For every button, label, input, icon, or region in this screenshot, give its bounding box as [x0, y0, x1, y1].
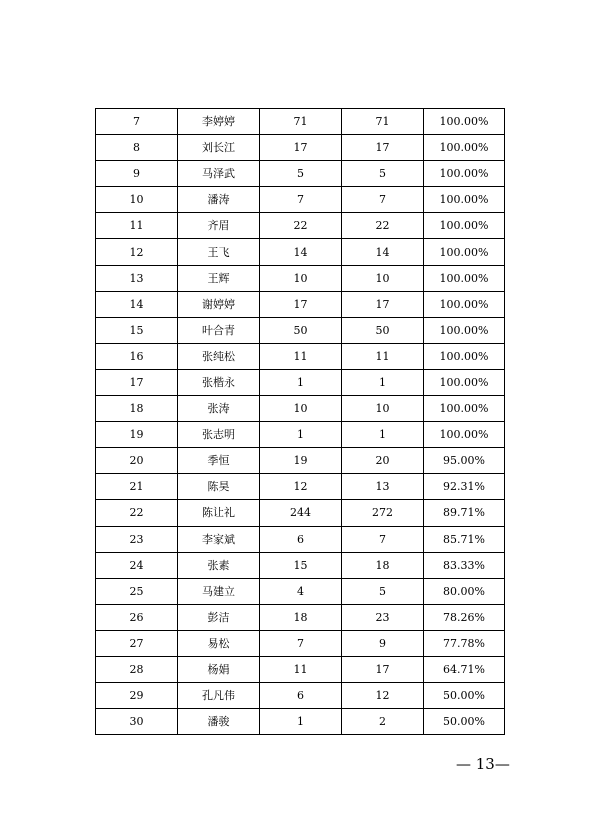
percent-cell: 77.78% [424, 630, 505, 656]
percent-cell: 100.00% [424, 187, 505, 213]
percent-cell: 100.00% [424, 317, 505, 343]
row-index-cell: 19 [96, 422, 178, 448]
count-b-cell: 23 [342, 604, 424, 630]
count-b-cell: 9 [342, 630, 424, 656]
name-cell: 潘骏 [178, 709, 260, 735]
count-b-cell: 50 [342, 317, 424, 343]
row-index-cell: 20 [96, 448, 178, 474]
count-a-cell: 22 [260, 213, 342, 239]
name-cell: 易松 [178, 630, 260, 656]
row-index-cell: 17 [96, 369, 178, 395]
count-a-cell: 6 [260, 683, 342, 709]
count-a-cell: 71 [260, 109, 342, 135]
percent-cell: 100.00% [424, 369, 505, 395]
name-cell: 张涛 [178, 396, 260, 422]
count-a-cell: 6 [260, 526, 342, 552]
percent-cell: 100.00% [424, 422, 505, 448]
table-row [96, 239, 505, 265]
table-row [96, 396, 505, 422]
percent-cell: 80.00% [424, 578, 505, 604]
table-row [96, 656, 505, 682]
row-index-cell: 14 [96, 291, 178, 317]
count-a-cell: 19 [260, 448, 342, 474]
count-b-cell: 71 [342, 109, 424, 135]
name-cell: 马建立 [178, 578, 260, 604]
table-row [96, 709, 505, 735]
name-cell: 张素 [178, 552, 260, 578]
percent-cell: 95.00% [424, 448, 505, 474]
percent-cell: 100.00% [424, 291, 505, 317]
count-b-cell: 5 [342, 578, 424, 604]
row-index-cell: 22 [96, 500, 178, 526]
percent-cell: 100.00% [424, 343, 505, 369]
percent-cell: 100.00% [424, 396, 505, 422]
table-row [96, 369, 505, 395]
percent-cell: 100.00% [424, 265, 505, 291]
percent-cell: 83.33% [424, 552, 505, 578]
count-b-cell: 10 [342, 396, 424, 422]
name-cell: 马泽武 [178, 161, 260, 187]
table-row [96, 265, 505, 291]
percent-cell: 100.00% [424, 239, 505, 265]
count-a-cell: 50 [260, 317, 342, 343]
percent-cell: 50.00% [424, 709, 505, 735]
data-table [95, 108, 505, 735]
table-row [96, 317, 505, 343]
row-index-cell: 13 [96, 265, 178, 291]
percent-cell: 100.00% [424, 213, 505, 239]
row-index-cell: 16 [96, 343, 178, 369]
table-row [96, 291, 505, 317]
row-index-cell: 29 [96, 683, 178, 709]
name-cell: 张志明 [178, 422, 260, 448]
count-b-cell: 272 [342, 500, 424, 526]
count-a-cell: 17 [260, 291, 342, 317]
row-index-cell: 10 [96, 187, 178, 213]
row-index-cell: 21 [96, 474, 178, 500]
count-b-cell: 22 [342, 213, 424, 239]
row-index-cell: 8 [96, 135, 178, 161]
count-b-cell: 1 [342, 422, 424, 448]
table-row [96, 552, 505, 578]
row-index-cell: 9 [96, 161, 178, 187]
row-index-cell: 12 [96, 239, 178, 265]
row-index-cell: 15 [96, 317, 178, 343]
count-b-cell: 17 [342, 135, 424, 161]
count-b-cell: 17 [342, 291, 424, 317]
table-row [96, 135, 505, 161]
percent-cell: 64.71% [424, 656, 505, 682]
name-cell: 李婷婷 [178, 109, 260, 135]
table-row [96, 526, 505, 552]
count-a-cell: 10 [260, 265, 342, 291]
percent-cell: 100.00% [424, 161, 505, 187]
count-b-cell: 11 [342, 343, 424, 369]
count-a-cell: 244 [260, 500, 342, 526]
name-cell: 彭洁 [178, 604, 260, 630]
count-a-cell: 11 [260, 343, 342, 369]
percent-cell: 85.71% [424, 526, 505, 552]
percent-cell: 78.26% [424, 604, 505, 630]
name-cell: 叶合青 [178, 317, 260, 343]
count-a-cell: 10 [260, 396, 342, 422]
name-cell: 陈让礼 [178, 500, 260, 526]
count-a-cell: 1 [260, 369, 342, 395]
count-b-cell: 2 [342, 709, 424, 735]
name-cell: 孔凡伟 [178, 683, 260, 709]
row-index-cell: 26 [96, 604, 178, 630]
table-row [96, 500, 505, 526]
percent-cell: 92.31% [424, 474, 505, 500]
table-row [96, 578, 505, 604]
table-row [96, 683, 505, 709]
name-cell: 杨娟 [178, 656, 260, 682]
row-index-cell: 18 [96, 396, 178, 422]
count-b-cell: 14 [342, 239, 424, 265]
row-index-cell: 23 [96, 526, 178, 552]
table-row [96, 187, 505, 213]
count-b-cell: 17 [342, 656, 424, 682]
name-cell: 王飞 [178, 239, 260, 265]
count-a-cell: 15 [260, 552, 342, 578]
count-b-cell: 7 [342, 526, 424, 552]
percent-cell: 89.71% [424, 500, 505, 526]
count-a-cell: 5 [260, 161, 342, 187]
count-b-cell: 20 [342, 448, 424, 474]
table-row [96, 109, 505, 135]
table-row [96, 213, 505, 239]
name-cell: 张楷永 [178, 369, 260, 395]
count-a-cell: 1 [260, 709, 342, 735]
count-b-cell: 7 [342, 187, 424, 213]
row-index-cell: 7 [96, 109, 178, 135]
name-cell: 齐眉 [178, 213, 260, 239]
count-a-cell: 4 [260, 578, 342, 604]
count-b-cell: 12 [342, 683, 424, 709]
count-a-cell: 12 [260, 474, 342, 500]
page-number: — 13— [456, 755, 510, 773]
percent-cell: 100.00% [424, 109, 505, 135]
count-a-cell: 17 [260, 135, 342, 161]
count-a-cell: 18 [260, 604, 342, 630]
table-row [96, 474, 505, 500]
row-index-cell: 28 [96, 656, 178, 682]
table-row [96, 422, 505, 448]
row-index-cell: 24 [96, 552, 178, 578]
count-a-cell: 14 [260, 239, 342, 265]
name-cell: 谢婷婷 [178, 291, 260, 317]
count-b-cell: 10 [342, 265, 424, 291]
name-cell: 潘涛 [178, 187, 260, 213]
name-cell: 陈昊 [178, 474, 260, 500]
table-row [96, 448, 505, 474]
count-b-cell: 13 [342, 474, 424, 500]
name-cell: 李家斌 [178, 526, 260, 552]
count-b-cell: 5 [342, 161, 424, 187]
name-cell: 季恒 [178, 448, 260, 474]
count-a-cell: 11 [260, 656, 342, 682]
name-cell: 张纯松 [178, 343, 260, 369]
count-a-cell: 7 [260, 187, 342, 213]
table-body [96, 109, 505, 735]
percent-cell: 50.00% [424, 683, 505, 709]
row-index-cell: 27 [96, 630, 178, 656]
table-row [96, 161, 505, 187]
percent-cell: 100.00% [424, 135, 505, 161]
row-index-cell: 25 [96, 578, 178, 604]
table-row [96, 604, 505, 630]
name-cell: 王辉 [178, 265, 260, 291]
row-index-cell: 11 [96, 213, 178, 239]
count-b-cell: 18 [342, 552, 424, 578]
count-a-cell: 1 [260, 422, 342, 448]
table-row [96, 343, 505, 369]
row-index-cell: 30 [96, 709, 178, 735]
table-row [96, 630, 505, 656]
count-a-cell: 7 [260, 630, 342, 656]
name-cell: 刘长江 [178, 135, 260, 161]
count-b-cell: 1 [342, 369, 424, 395]
